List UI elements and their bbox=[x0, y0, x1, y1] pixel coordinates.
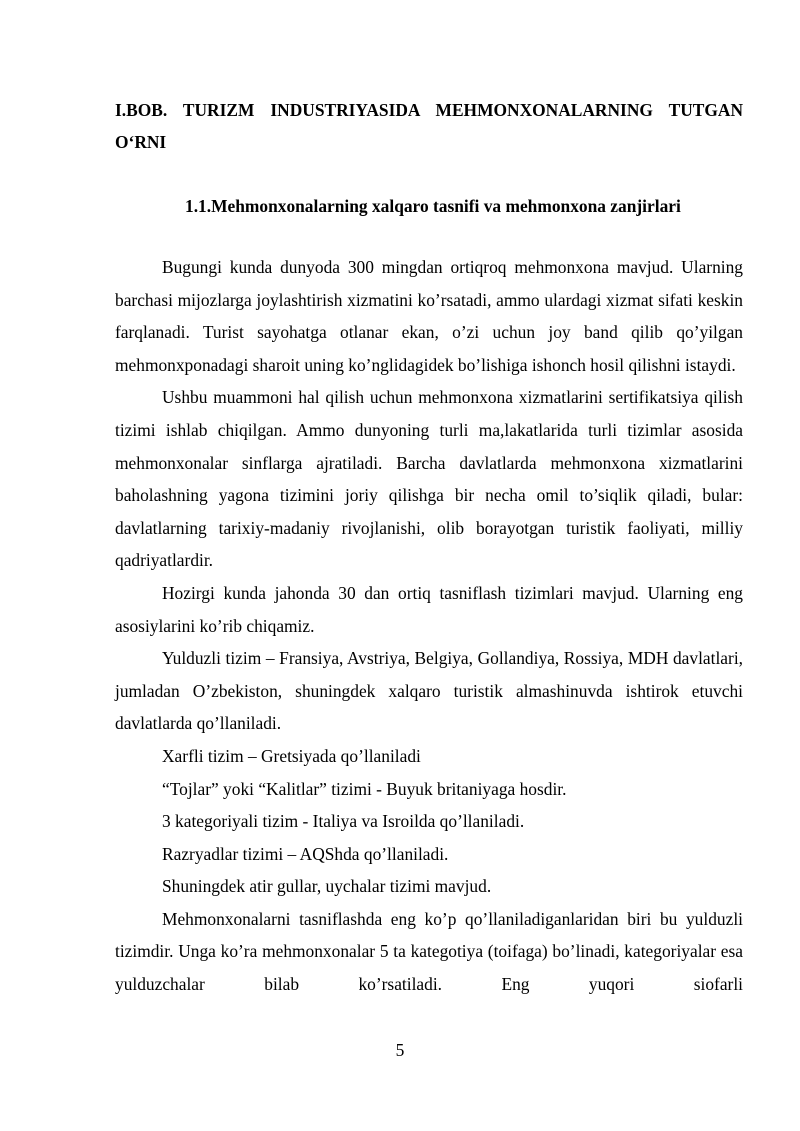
paragraph: Bugungi kunda dunyoda 300 mingdan ortiqroq mehmonxona mavjud. Ularning barchasi mijozlarga joylashtirish xizmatini ko’rsatadi, ammo ulardagi xizmat sifati keskin farqlanadi. Turist sayohatga otlanar ekan, o’zi uchun joy band qilib qo’yilgan mehmonxponadagi sharoit uning ko’nglidagidek bo’lishiga ishonch hosil qilishni istaydi. bbox=[115, 257, 743, 375]
paragraph: Yulduzli tizim – Fransiya, Avstriya, Belgiya, Gollandiya, Rossiya, MDH davlatlari, jumladan O’zbekiston, shuningdek xalqaro turistik almashinuvda ishtirok etuvchi davlatlarda qo’llaniladi. bbox=[115, 648, 743, 734]
paragraph: “Tojlar” yoki “Kalitlar” tizimi - Buyuk britaniyaga hosdir. bbox=[162, 778, 567, 799]
paragraph: Hozirgi kunda jahonda 30 dan ortiq tasniflash tizimlari mavjud. Ularning eng asosiylarini ko’rib chiqamiz. bbox=[115, 582, 743, 636]
body-text bbox=[115, 251, 743, 1001]
paragraph: Xarfli tizim – Gretsiyada qo’llaniladi bbox=[162, 745, 421, 766]
chapter-title: I.BOB. TURIZM INDUSTRIYASIDA MEHMONXONALARNING TUTGAN O‘RNI bbox=[115, 100, 743, 152]
paragraph: 3 kategoriyali tizim - Italiya va Isroilda qo’llaniladi. bbox=[162, 811, 525, 832]
page-number: 5 bbox=[395, 1040, 405, 1060]
paragraph: Razryadlar tizimi – AQShda qo’llaniladi. bbox=[162, 843, 449, 864]
paragraph: Shuningdek atir gullar, uychalar tizimi mavjud. bbox=[162, 876, 492, 897]
paragraph: Ushbu muammoni hal qilish uchun mehmonxona xizmatlarini sertifikatsiya qilish tizimi ishlab chiqilgan. Ammo dunyoning turli ma,lakatlarida turli tizimlar asosida mehmonxonalar sinflarga ajratiladi. Barcha davlatlarda mehmonxona xizmatlarini baholashning yagona tizimini joriy qilishga bir necha omil to’siqlik qiladi, bular: davlatlarning tarixiy-madaniy rivojlanishi, olib borayotgan turistik faoliyati, milliy qadriyatlardir. bbox=[115, 387, 743, 571]
paragraph: Mehmonxonalarni tasniflashda eng ko’p qo’llaniladiganlaridan biri bu yulduzli tizimdir. Unga ko’ra mehmonxonalar 5 ta kategotiya (toifaga) bo’linadi, kategoriyalar esa yulduzchalar bilab ko’rsatiladi. Eng yuqori siofarli bbox=[115, 908, 743, 995]
section-title: 1.1.Mehmonxonalarning xalqaro tasnifi va mehmonxona zanjirlari bbox=[185, 196, 681, 216]
